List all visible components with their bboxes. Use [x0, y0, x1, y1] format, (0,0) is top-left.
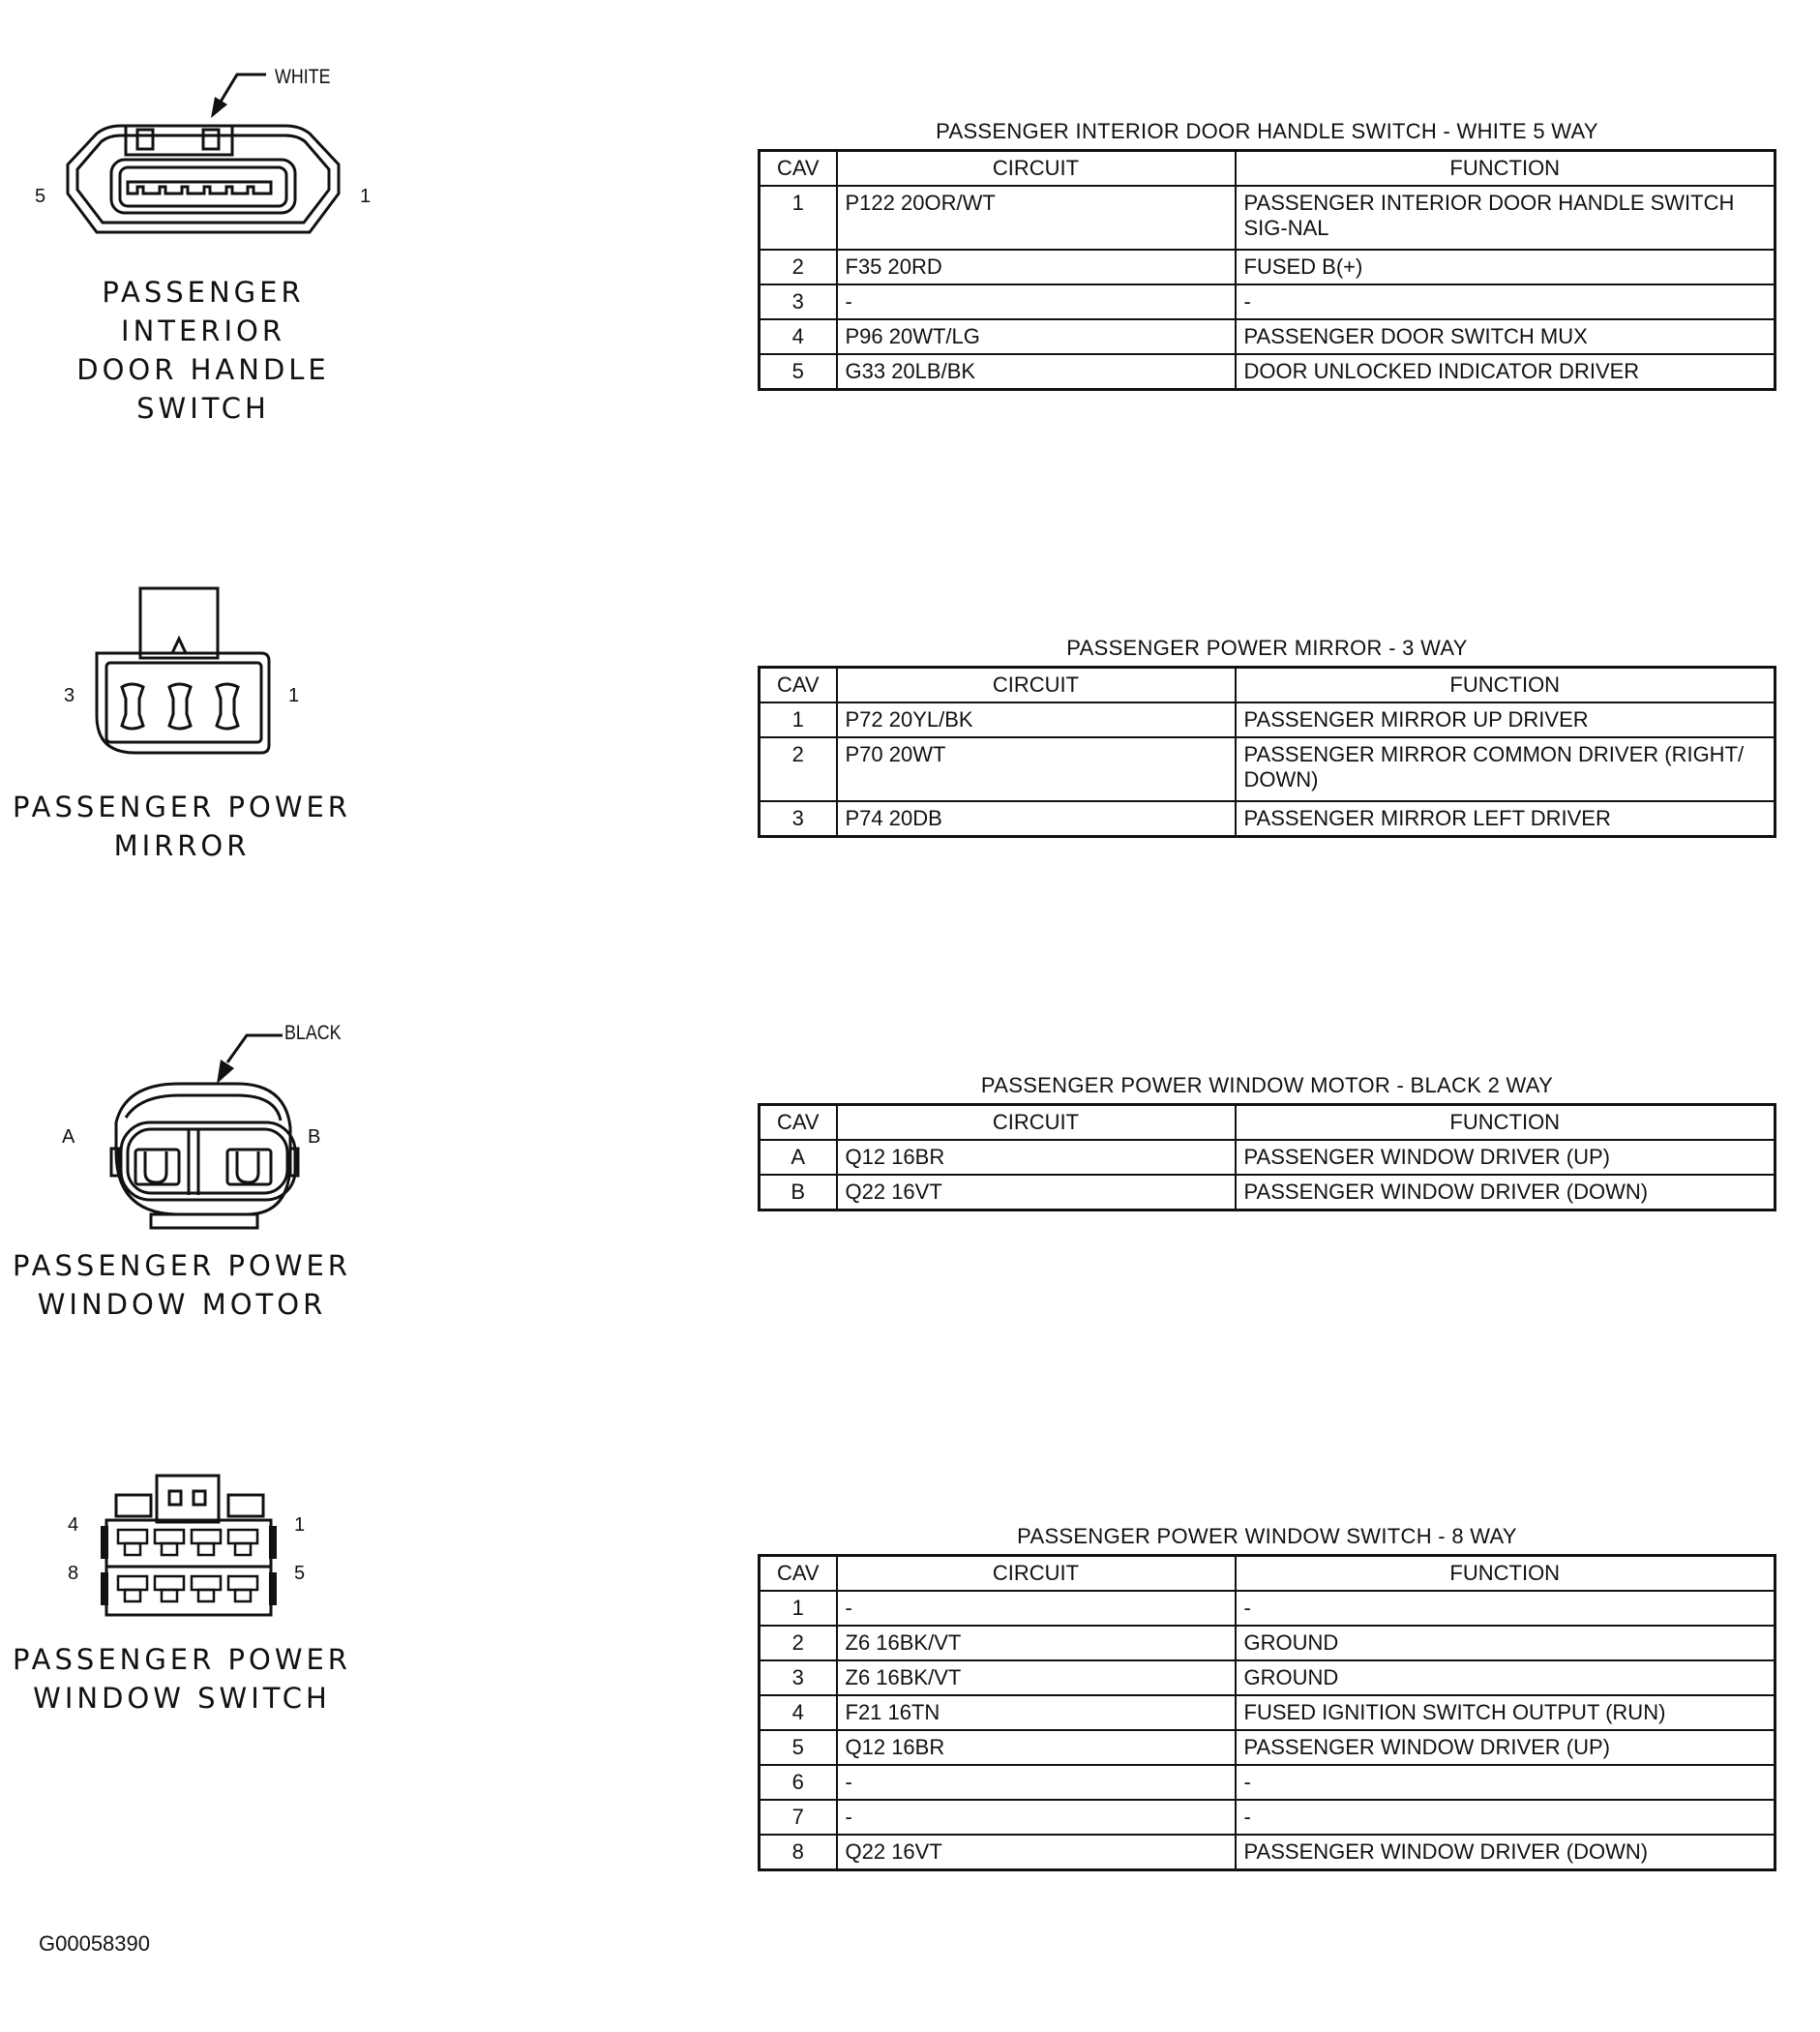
pin-label-top-left: 4 [68, 1514, 79, 1536]
cell-cav: 2 [760, 1626, 837, 1660]
pin-label-left: A [62, 1126, 75, 1148]
cell-function: PASSENGER WINDOW DRIVER (UP) [1236, 1730, 1775, 1765]
connector-name: PASSENGER INTERIOR DOOR HANDLE SWITCH [76, 276, 330, 425]
pin-label-top-right: 1 [294, 1514, 306, 1536]
cell-cav: 3 [760, 284, 837, 319]
header-function: FUNCTION [1236, 668, 1775, 703]
pinout-table-window-motor [758, 1068, 1776, 1211]
table-row [760, 354, 1775, 390]
cell-cav: 3 [760, 801, 837, 837]
table-row [760, 1695, 1775, 1730]
cell-circuit: Q12 16BR [837, 1730, 1236, 1765]
cell-function: PASSENGER WINDOW DRIVER (DOWN) [1236, 1835, 1775, 1870]
cell-circuit: - [837, 1800, 1236, 1835]
cell-function: PASSENGER INTERIOR DOOR HANDLE SWITCH SIG-NAL [1236, 186, 1775, 250]
table-row [760, 284, 1775, 319]
cell-function: PASSENGER MIRROR COMMON DRIVER (RIGHT/ DOWN) [1236, 737, 1775, 801]
table-row [760, 186, 1775, 250]
pinout-table [758, 1554, 1776, 1871]
cell-cav: 5 [760, 354, 837, 390]
pin-label-right: 1 [360, 186, 372, 207]
cell-cav: 6 [760, 1765, 837, 1800]
table-row [760, 702, 1775, 737]
cell-cav: A [760, 1140, 837, 1175]
pinout-table-window-switch [758, 1519, 1776, 1871]
pin-label-right: B [308, 1126, 321, 1148]
pin-label-left: 3 [64, 685, 75, 706]
cell-cav: 1 [760, 1591, 837, 1626]
cell-function: FUSED B(+) [1236, 250, 1775, 284]
cell-cav: 7 [760, 1800, 837, 1835]
table-header-row [760, 1556, 1775, 1592]
pinout-table-door-handle [758, 114, 1776, 391]
cell-cav: 2 [760, 737, 837, 801]
header-function: FUNCTION [1236, 1105, 1775, 1141]
window-switch-connector-icon [29, 1466, 377, 1611]
cell-function: PASSENGER DOOR SWITCH MUX [1236, 319, 1775, 354]
table-row [760, 1660, 1775, 1695]
connector-name: PASSENGER POWER WINDOW SWITCH [13, 1643, 351, 1715]
table-row [760, 250, 1775, 284]
cell-circuit: Z6 16BK/VT [837, 1626, 1236, 1660]
cell-cav: 3 [760, 1660, 837, 1695]
cell-cav: 4 [760, 1695, 837, 1730]
table-title: PASSENGER POWER WINDOW SWITCH - 8 WAY [1017, 1524, 1517, 1548]
pin-label-bottom-right: 5 [294, 1563, 306, 1584]
header-function: FUNCTION [1236, 1556, 1775, 1592]
table-row [760, 737, 1775, 801]
table-row [760, 1800, 1775, 1835]
cell-cav: 1 [760, 702, 837, 737]
table-row [760, 1175, 1775, 1210]
header-circuit: CIRCUIT [837, 668, 1236, 703]
cell-function: DOOR UNLOCKED INDICATOR DRIVER [1236, 354, 1775, 390]
cell-circuit: - [837, 1765, 1236, 1800]
table-title: PASSENGER INTERIOR DOOR HANDLE SWITCH - WHITE 5 WAY [936, 119, 1598, 143]
header-cav: CAV [760, 1556, 837, 1592]
header-function: FUNCTION [1236, 151, 1775, 187]
table-header-row [760, 1105, 1775, 1141]
pin-label-left: 5 [35, 186, 46, 207]
cell-cav: 5 [760, 1730, 837, 1765]
pinout-table [758, 1103, 1776, 1211]
cell-circuit: P72 20YL/BK [837, 702, 1236, 737]
cell-function: - [1236, 1765, 1775, 1800]
cell-circuit: - [837, 1591, 1236, 1626]
cell-circuit: F21 16TN [837, 1695, 1236, 1730]
table-header-row [760, 151, 1775, 187]
connector-color-label: WHITE [275, 66, 331, 88]
cell-function: PASSENGER MIRROR UP DRIVER [1236, 702, 1775, 737]
cell-cav: 1 [760, 186, 837, 250]
cell-circuit: Z6 16BK/VT [837, 1660, 1236, 1695]
pin-label-right: 1 [288, 685, 300, 706]
pin-label-bottom-left: 8 [68, 1563, 79, 1584]
cell-circuit: Q22 16VT [837, 1175, 1236, 1210]
cell-circuit: G33 20LB/BK [837, 354, 1236, 390]
cell-cav: 2 [760, 250, 837, 284]
connector-name: PASSENGER POWER MIRROR [13, 791, 351, 862]
pinout-table-power-mirror [758, 631, 1776, 838]
cell-function: - [1236, 1591, 1775, 1626]
table-row [760, 1730, 1775, 1765]
cell-circuit: P122 20OR/WT [837, 186, 1236, 250]
table-header-row [760, 668, 1775, 703]
cell-circuit: F35 20RD [837, 250, 1236, 284]
header-circuit: CIRCUIT [837, 151, 1236, 187]
cell-function: FUSED IGNITION SWITCH OUTPUT (RUN) [1236, 1695, 1775, 1730]
header-circuit: CIRCUIT [837, 1556, 1236, 1592]
cell-function: GROUND [1236, 1660, 1775, 1695]
table-title: PASSENGER POWER MIRROR - 3 WAY [1066, 636, 1468, 660]
table-row [760, 319, 1775, 354]
table-row [760, 1626, 1775, 1660]
cell-circuit: P74 20DB [837, 801, 1236, 837]
cell-circuit: P70 20WT [837, 737, 1236, 801]
header-cav: CAV [760, 1105, 837, 1141]
cell-circuit: - [837, 284, 1236, 319]
cell-circuit: Q22 16VT [837, 1835, 1236, 1870]
header-circuit: CIRCUIT [837, 1105, 1236, 1141]
cell-cav: 4 [760, 319, 837, 354]
cell-function: PASSENGER WINDOW DRIVER (DOWN) [1236, 1175, 1775, 1210]
cell-function: - [1236, 1800, 1775, 1835]
power-mirror-connector-icon [29, 581, 377, 764]
cell-function: - [1236, 284, 1775, 319]
connector-name: PASSENGER POWER WINDOW MOTOR [13, 1249, 351, 1321]
cell-circuit: P96 20WT/LG [837, 319, 1236, 354]
table-row [760, 1591, 1775, 1626]
cell-circuit: Q12 16BR [837, 1140, 1236, 1175]
table-row [760, 1765, 1775, 1800]
pinout-table [758, 149, 1776, 391]
cell-function: PASSENGER WINDOW DRIVER (UP) [1236, 1140, 1775, 1175]
header-cav: CAV [760, 668, 837, 703]
window-motor-connector-icon [29, 1016, 377, 1229]
table-row [760, 1140, 1775, 1175]
table-row [760, 1835, 1775, 1870]
cell-cav: 8 [760, 1835, 837, 1870]
connector-color-label: BLACK [284, 1022, 342, 1044]
cell-function: PASSENGER MIRROR LEFT DRIVER [1236, 801, 1775, 837]
pinout-table [758, 666, 1776, 838]
cell-function: GROUND [1236, 1626, 1775, 1660]
figure-id: G00058390 [39, 1931, 150, 1956]
table-title: PASSENGER POWER WINDOW MOTOR - BLACK 2 WAY [980, 1073, 1554, 1097]
cell-cav: B [760, 1175, 837, 1210]
header-cav: CAV [760, 151, 837, 187]
table-row [760, 801, 1775, 837]
